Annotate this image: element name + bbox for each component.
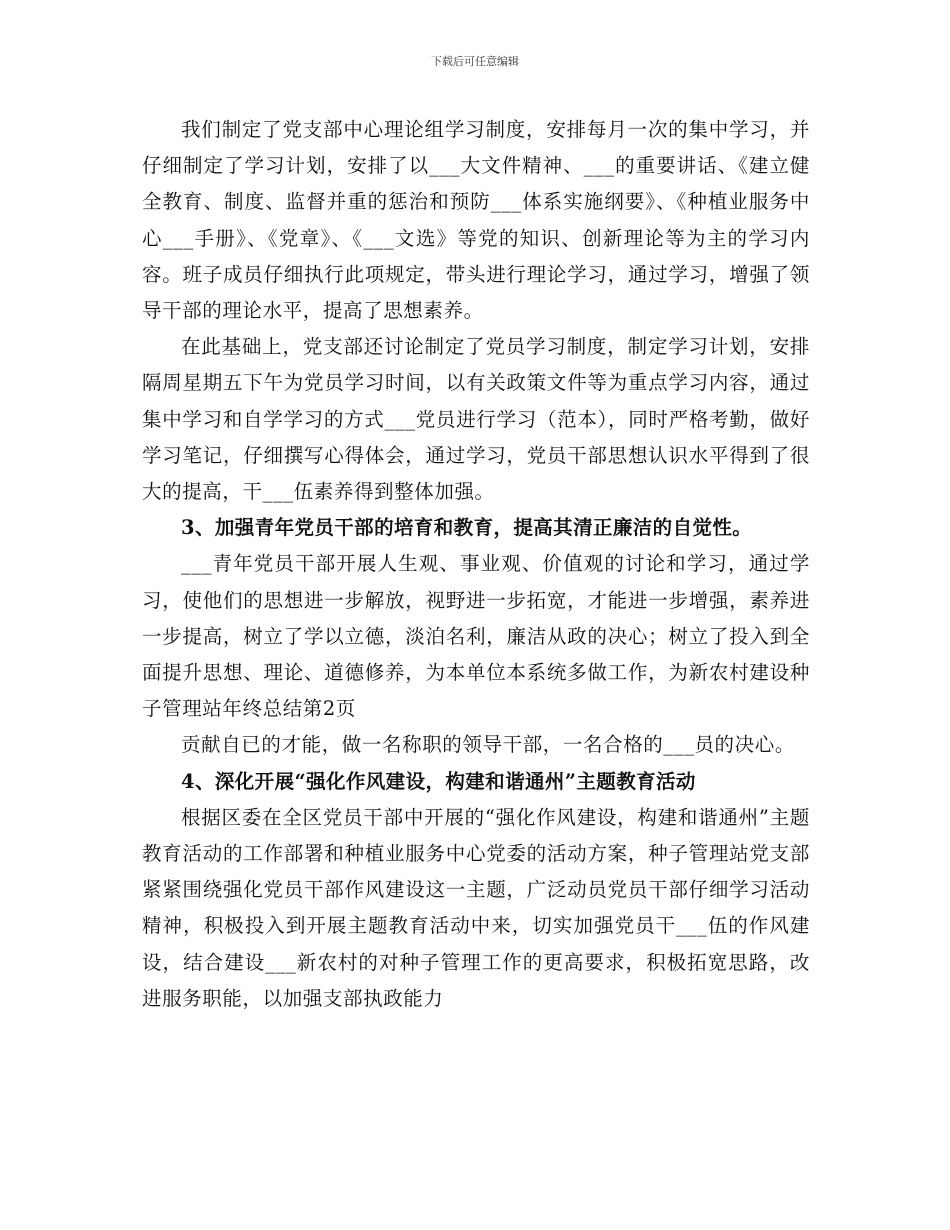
- paragraph-contribution: 贡献自已的才能，做一名称职的领导干部，一名合格的___员的决心。: [181, 733, 795, 757]
- section-heading-4: 4、深化开展“强化作风建设，构建和谐通州”主题教育活动: [181, 769, 696, 793]
- paragraph-theory-study: 我们制定了党支部中心理论组学习制度，安排每月一次的集中学习，并仔细制定了学习计划，安排了以___大文件精神、___的重要讲话、《建立健全教育、制度、监督并重的惩治和预防___体系实施纲要》、《种植业服务中心___手册》、《党章》、《___文选》等党的知识、创新理论等为主的学习内容。班子成员仔细执行此项规定，带头进行理论学习，通过学习，增强了领导干部的理论水平，提高了思想素养。: [142, 118, 810, 323]
- page-header-watermark: 下载后可任意编辑: [431, 55, 519, 68]
- document-body: [142, 112, 810, 1017]
- paragraph-youth-education: ___青年党员干部开展人生观、事业观、价值观的讨论和学习，通过学习，使他们的思想进一步解放，视野进一步拓宽，才能进一步增强，素养进一步提高，树立了学以立德，淡泊名利，廉洁从政的决心；树立了投入到全面提升思想、理论、道德修养，为本单位本系统多做工作，为新农村建设种子管理站年终总结第2页: [142, 552, 810, 721]
- paragraph-member-study: 在此基础上，党支部还讨论制定了党员学习制度，制定学习计划，安排隔周星期五下午为党员学习时间，以有关政策文件等为重点学习内容，通过集中学习和自学学习的方式___党员进行学习（范本），同时严格考勤，做好学习笔记，仔细撰写心得体会，通过学习，党员干部思想认识水平得到了很大的提高，干___伍素养得到整体加强。: [142, 335, 810, 504]
- paragraph-theme-education: 根据区委在全区党员干部中开展的“强化作风建设，构建和谐通州”主题教育活动的工作部署和种植业服务中心党委的活动方案，种子管理站党支部紧紧围绕强化党员干部作风建设这一主题，广泛动员党员干部仔细学习活动精神，积极投入到开展主题教育活动中来，切实加强党员干___伍的作风建设，结合建设___新农村的对种子管理工作的更高要求，积极拓宽思路，改进服务职能，以加强支部执政能力: [142, 805, 810, 1010]
- section-heading-3: 3、加强青年党员干部的培育和教育，提高其清正廉洁的自觉性。: [181, 516, 753, 540]
